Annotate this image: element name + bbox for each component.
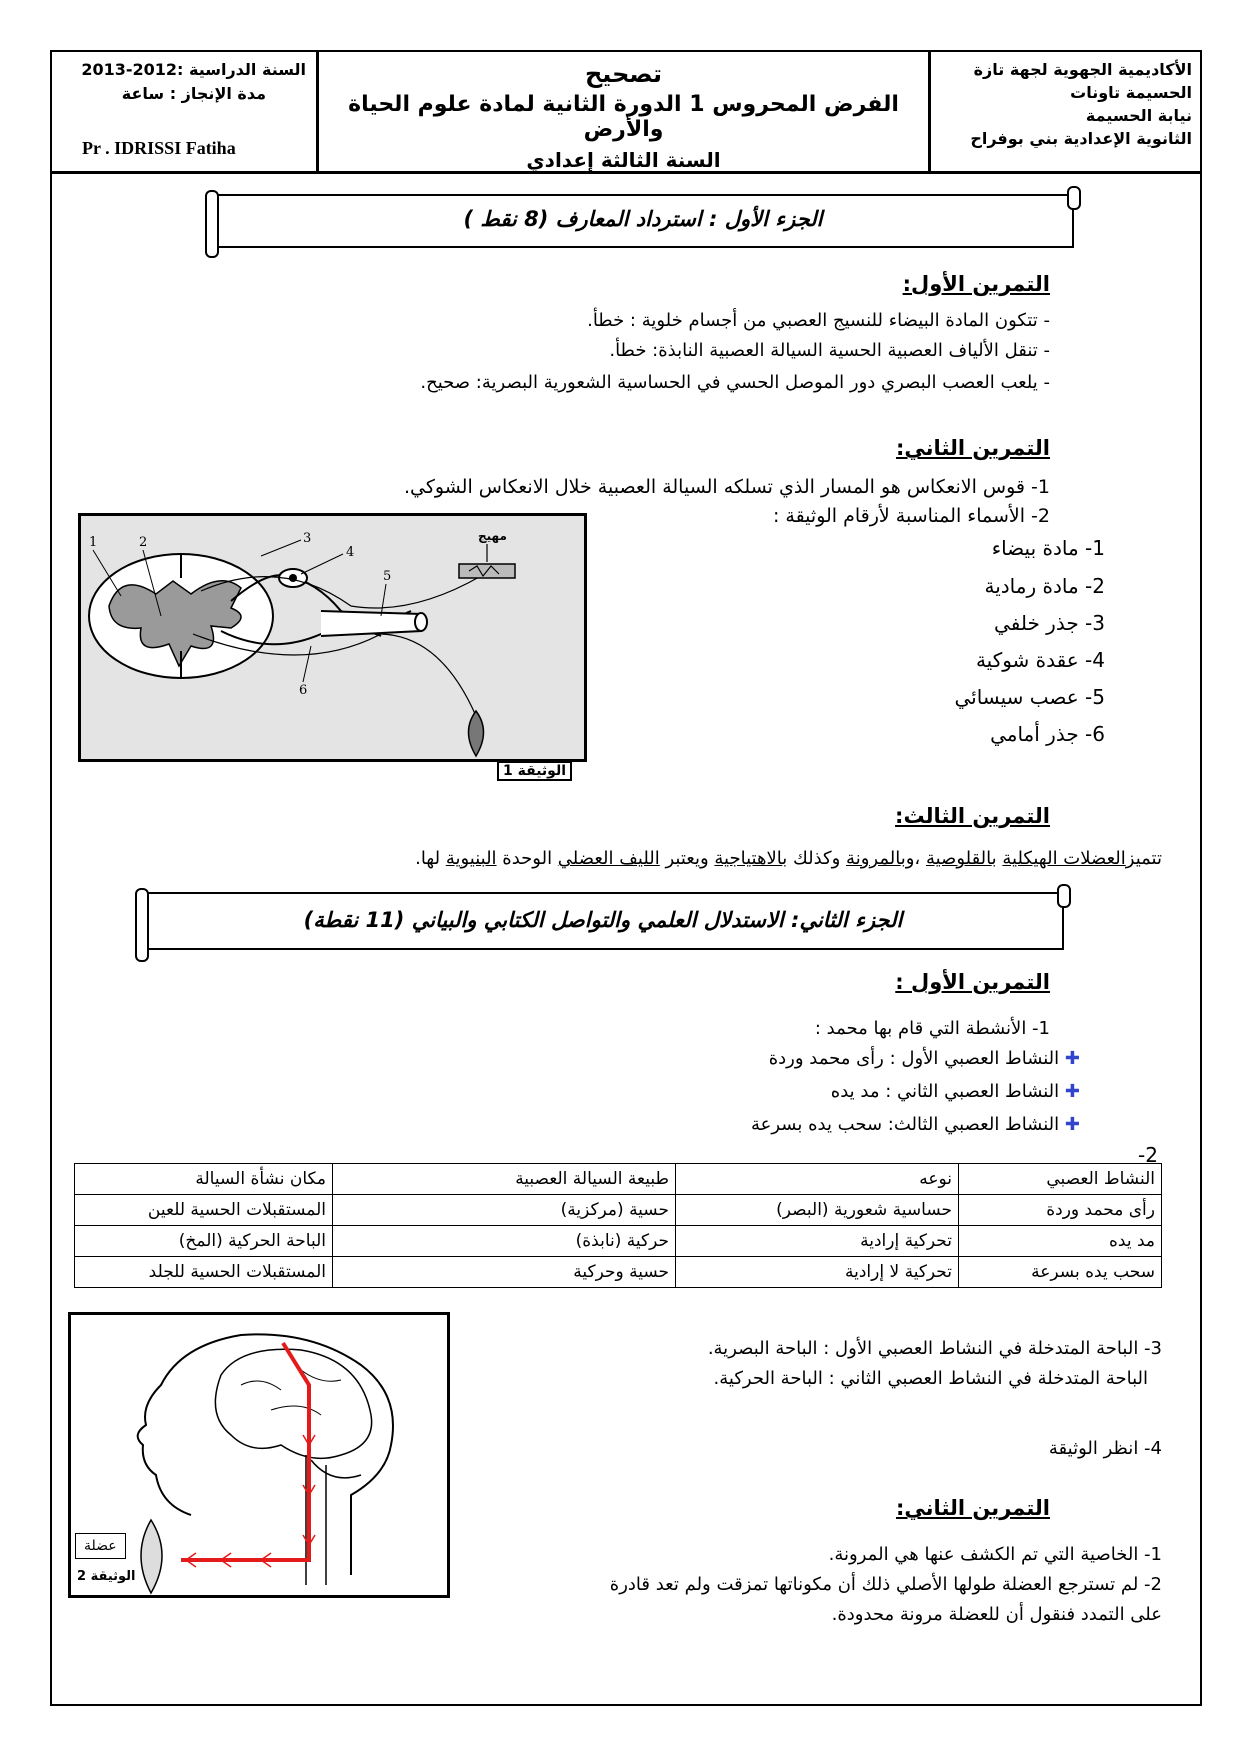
scroll-curl-right (1067, 186, 1081, 210)
neural-activity-table (74, 1163, 1162, 1288)
activity-text: النشاط العصبي الثالث: سحب يده بسرعة (750, 1114, 1060, 1135)
name-item: 5- عصب سيسائي (954, 685, 1105, 709)
activity-item (751, 1114, 1080, 1135)
region-name: الحسيمة تاونات (1070, 83, 1192, 102)
doc-subtitle: الفرض المحروس 1 الدورة الثانية لمادة علوم الحياة والأرض (348, 92, 899, 142)
part1-title: الجزء الأول : استرداد المعارف (8 نقط ) (463, 207, 823, 231)
table-cell: حسية (مركزية) (333, 1195, 676, 1226)
table-header: مكان نشأة السيالة (75, 1164, 333, 1195)
text-part: وكذلك ب (782, 848, 847, 869)
ganglion-cell (289, 574, 297, 582)
text-part: الوحدة (496, 848, 558, 869)
arm-muscle (141, 1520, 162, 1593)
doc-level: السنة الثالثة إعدادي (526, 148, 721, 172)
text-part: العضلات الهيكلية (1002, 848, 1126, 869)
table-header: النشاط العصبي (959, 1164, 1162, 1195)
text-part: الليف العضلي (557, 848, 660, 869)
part1-ex3-heading: التمرين الثالث: (895, 804, 1050, 828)
part2-ex1-heading: التمرين الأول : (895, 970, 1050, 994)
text-part: الاهتياجية (714, 848, 783, 869)
text-part: تتميز (1125, 848, 1162, 869)
name-item: 2- مادة رمادية (984, 574, 1105, 598)
name-item: 6- جذر أمامي (990, 722, 1105, 746)
table-cell: حساسية شعورية (البصر) (676, 1195, 959, 1226)
table-cell: حركية (نابذة) (333, 1226, 676, 1257)
activity-text: النشاط العصبي الأول : رأى محمد وردة (768, 1048, 1060, 1069)
table-header: طبيعة السيالة العصبية (333, 1164, 676, 1195)
label-line (303, 646, 311, 682)
doc1-number: 5 (383, 569, 392, 584)
document1-diagram (78, 513, 587, 762)
muscle-label: عضلة (75, 1533, 126, 1559)
activity-text: النشاط العصبي الثاني : مد يده (830, 1081, 1060, 1102)
part1-ex2-heading: التمرين الثاني: (896, 436, 1050, 460)
part1-ex1-line: - تنقل الألياف العصبية الحسية السيالة العصبية النابذة: خطأ. (609, 340, 1050, 361)
school-name: الثانوية الإعدادية بني بوفراح (970, 129, 1192, 148)
scroll-curl-right (1057, 884, 1071, 908)
header-left (52, 52, 319, 172)
doc-title: تصحيح (584, 60, 663, 88)
document2-diagram (68, 1312, 450, 1598)
scroll-curl-left (205, 190, 219, 258)
label-line (381, 584, 386, 616)
brain (215, 1349, 371, 1458)
text-part: ويعتبر (659, 848, 715, 869)
scroll-curl-left (135, 888, 149, 962)
q3-answer: الباحة المتدخلة في النشاط العصبي الثاني : الباحة الحركية. (713, 1368, 1148, 1389)
table-row (75, 1257, 1162, 1288)
q4-answer: 4- انظر الوثيقة (1048, 1438, 1162, 1459)
label-line (261, 540, 301, 556)
doc1-number: 2 (139, 535, 148, 550)
header-middle (319, 52, 931, 172)
table-cell: رأى محمد وردة (959, 1195, 1162, 1226)
name-item: 1- مادة بيضاء (991, 536, 1105, 560)
bullet-icon: ✚ (1064, 1048, 1080, 1069)
table-cell: تحركية لا إرادية (676, 1257, 959, 1288)
table-cell: المستقبلات الحسية للعين (75, 1195, 333, 1226)
part2-title-scroll (142, 892, 1064, 950)
table-cell: حسية وحركية (333, 1257, 676, 1288)
header-right (931, 52, 1200, 172)
bullet-icon: ✚ (1064, 1114, 1080, 1135)
part2-title: الجزء الثاني: الاستدلال العلمي والتواصل الكتابي والبياني (11 نقطة) (303, 908, 903, 932)
activity-item (831, 1081, 1080, 1102)
doc1-number: 4 (346, 545, 355, 560)
table-cell: سحب يده بسرعة (959, 1257, 1162, 1288)
part1-ex1-line: - يلعب العصب البصري دور الموصل الحسي في الحساسية الشعورية البصرية: صحيح. (420, 372, 1050, 393)
reflex-arc-definition: 1- قوس الانعكاس هو المسار الذي تسلكه السيالة العصبية خلال الانعكاس الشوكي. (403, 476, 1050, 498)
document2-label: الوثيقة 2 (77, 1569, 136, 1584)
table-cell: مد يده (959, 1226, 1162, 1257)
spinal-nerve (321, 611, 421, 636)
part1-ex1-line: - تتكون المادة البيضاء للنسيج العصبي من أجسام خلوية : خطأ. (587, 310, 1050, 331)
table-cell: تحركية إرادية (676, 1226, 959, 1257)
activities-intro: 1- الأنشطة التي قام بها محمد : (814, 1018, 1050, 1039)
part1-ex1-heading: التمرين الأول: (902, 272, 1050, 296)
brain-pathway-drawing (71, 1315, 447, 1595)
doc1-number: 6 (299, 683, 308, 698)
table-cell: المستقبلات الحسية للجلد (75, 1257, 333, 1288)
part2-ex2-heading: التمرين الثاني: (896, 1496, 1050, 1520)
names-intro: 2- الأسماء المناسبة لأرقام الوثيقة : (772, 505, 1050, 527)
motor-pathway-arrow (181, 1343, 309, 1560)
table-cell: الباحة الحركية (المخ) (75, 1226, 333, 1257)
table-header-row (75, 1164, 1162, 1195)
cerebellum (311, 1460, 361, 1478)
brain-folds (241, 1370, 341, 1415)
document1-label: الوثيقة 1 (497, 761, 572, 781)
spinal-cord-drawing (81, 516, 584, 759)
name-item: 3- جذر خلفي (994, 611, 1105, 635)
head-outline (138, 1334, 393, 1575)
part1-title-scroll (212, 194, 1074, 248)
ex2-answer: 1- الخاصية التي تم الكشف عنها هي المرونة. (828, 1544, 1162, 1565)
ex2-answer: 2- لم تسترجع العضلة طولها الأصلي ذلك أن مكوناتها تمزقت ولم تعد قادرة (609, 1574, 1162, 1595)
doc1-number: 1 (89, 535, 98, 550)
text-part: لها. (415, 848, 446, 869)
text-part: القلوصية (925, 848, 992, 869)
q3-answer: 3- الباحة المتدخلة في النشاط العصبي الأول : الباحة البصرية. (707, 1338, 1162, 1359)
activity-item (769, 1048, 1080, 1069)
part1-ex3-text (415, 848, 1162, 869)
table-row (75, 1226, 1162, 1257)
nerve-cut (415, 613, 427, 631)
teacher-name: Pr . IDRISSI Fatiha (82, 138, 236, 158)
ex2-answer: على التمدد فنقول أن للعضلة مرونة محدودة. (831, 1604, 1162, 1625)
text-part: المرونة (846, 848, 901, 869)
text-part: ،وب (900, 848, 926, 869)
label-line (301, 554, 343, 574)
text-part: البنيوية (445, 848, 497, 869)
doc1-number: 3 (303, 531, 312, 546)
text-part: ب (991, 848, 1003, 869)
academy-name: الأكاديمية الجهوية لجهة تازة (973, 60, 1192, 79)
name-item: 4- عقدة شوكية (975, 648, 1105, 672)
duration: مدة الإنجاز : ساعة (121, 84, 266, 103)
delegation-name: نيابة الحسيمة (1085, 106, 1192, 125)
table-row (75, 1195, 1162, 1226)
school-year: السنة الدراسية :2012-2013 (81, 60, 306, 79)
q2-label: -2 (1138, 1143, 1158, 1167)
stimulus-label: مهيج (478, 529, 507, 543)
bullet-icon: ✚ (1064, 1081, 1080, 1102)
table-header: نوعه (676, 1164, 959, 1195)
muscle (469, 711, 484, 756)
